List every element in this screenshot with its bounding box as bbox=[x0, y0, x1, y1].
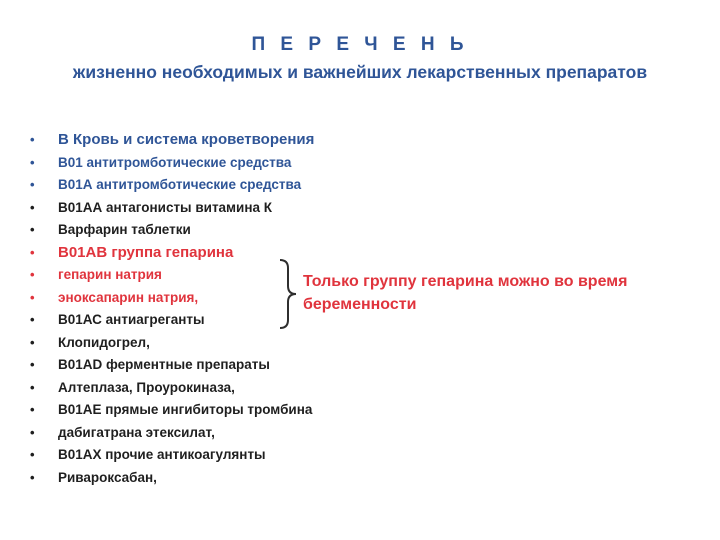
bullet-icon: • bbox=[30, 132, 35, 147]
bullet-icon: • bbox=[30, 402, 35, 417]
list-item-text: В01AD ферментные препараты bbox=[58, 357, 270, 372]
curly-brace-icon bbox=[276, 258, 298, 330]
bullet-icon: • bbox=[30, 469, 35, 485]
list-item-text: дабигатрана этексилат, bbox=[58, 424, 215, 440]
bullet-icon: • bbox=[30, 199, 35, 215]
list-item-text: В01АВ группа гепарина bbox=[58, 243, 234, 261]
list-item-text: В01АС антиагреганты bbox=[58, 312, 205, 327]
bullet-icon: • bbox=[30, 267, 35, 282]
list-item-text: В01АЕ прямые ингибиторы тромбина bbox=[58, 402, 313, 417]
list-item-text: В01 антитромботические средства bbox=[58, 154, 292, 170]
list-item bbox=[28, 422, 358, 445]
list-item bbox=[28, 174, 358, 197]
list-item bbox=[28, 354, 358, 377]
bullet-icon: • bbox=[30, 289, 35, 305]
list-item bbox=[28, 152, 358, 175]
bullet-icon: • bbox=[30, 334, 35, 350]
bullet-icon: • bbox=[30, 312, 35, 327]
bullet-icon: • bbox=[30, 154, 35, 170]
note-line-2: беременности bbox=[303, 296, 417, 313]
list-item-text: В01АА антагонисты витамина К bbox=[58, 199, 272, 215]
list-item bbox=[28, 219, 358, 242]
bullet-icon: • bbox=[30, 177, 35, 192]
list-item bbox=[28, 197, 358, 220]
list-item-text: В01АХ прочие антикоагулянты bbox=[58, 447, 266, 462]
bullet-icon: • bbox=[30, 222, 35, 237]
list-item bbox=[28, 332, 358, 355]
bullet-icon: • bbox=[30, 424, 35, 440]
list-item-text: В Кровь и система кроветворения bbox=[58, 131, 315, 148]
page-title: П Е Р Е Ч Е Н Ь bbox=[251, 34, 469, 55]
bullet-icon: • bbox=[30, 244, 35, 260]
list-item bbox=[28, 467, 358, 490]
list-item-text: гепарин натрия bbox=[58, 267, 162, 282]
list-item-text: В01А антитромботические средства bbox=[58, 177, 302, 192]
list-item bbox=[28, 129, 358, 152]
note-line-1: Только группу гепарина можно во время bbox=[303, 273, 628, 290]
list-item bbox=[28, 242, 358, 265]
list-item bbox=[28, 377, 358, 400]
bullet-icon: • bbox=[30, 357, 35, 372]
pregnancy-note bbox=[303, 270, 703, 316]
bullet-icon: • bbox=[30, 447, 35, 462]
list-item-text: Ривароксабан, bbox=[58, 469, 157, 485]
list-item-text: эноксапарин натрия, bbox=[58, 289, 199, 305]
page-subtitle: жизненно необходимых и важнейших лекарственных препаратов bbox=[72, 62, 648, 82]
list-item-text: Варфарин таблетки bbox=[58, 222, 191, 237]
bullet-icon: • bbox=[30, 379, 35, 395]
list-item-text: Клопидогрел, bbox=[58, 334, 150, 350]
list-item-text: Алтеплаза, Проурокиназа, bbox=[58, 379, 235, 395]
list-item bbox=[28, 444, 358, 467]
list-item bbox=[28, 399, 358, 422]
